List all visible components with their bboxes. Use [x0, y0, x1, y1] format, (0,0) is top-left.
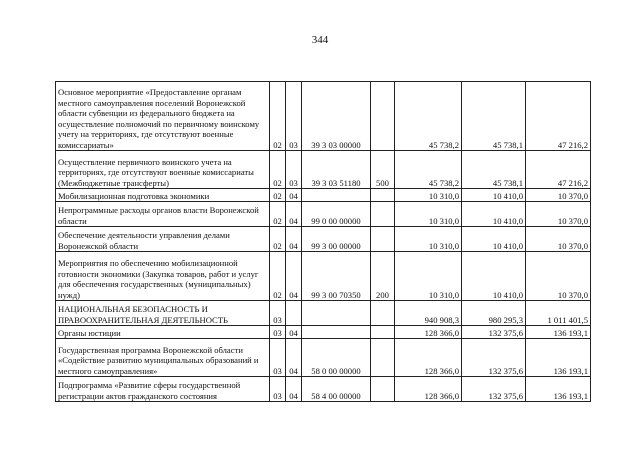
table-row — [56, 189, 591, 202]
row-target-code: 99 3 00 70350 — [302, 252, 371, 301]
table-row — [56, 202, 591, 227]
row-name: Осуществление первичного воинского учета на территориях, где отсутствуют военные комиссариаты (Межбюджетные трансферты) — [56, 151, 270, 189]
row-target-code: 99 3 00 00000 — [302, 227, 371, 252]
row-name: Обеспечение деятельности управления делами Воронежской области — [56, 227, 270, 252]
table-row — [56, 82, 591, 151]
row-subsection: 03 — [286, 151, 302, 189]
row-expense-type — [371, 377, 395, 402]
row-value-1: 10 310,0 — [395, 227, 462, 252]
row-value-2: 45 738,1 — [462, 82, 526, 151]
row-subsection: 03 — [286, 82, 302, 151]
row-value-3: 136 193,1 — [526, 339, 591, 377]
row-target-code: 39 3 03 00000 — [302, 82, 371, 151]
row-value-2: 45 738,1 — [462, 151, 526, 189]
row-subsection: 04 — [286, 227, 302, 252]
table-row — [56, 326, 591, 339]
row-value-2: 980 295,3 — [462, 301, 526, 326]
table-row — [56, 377, 591, 402]
row-subsection — [286, 301, 302, 326]
row-expense-type — [371, 202, 395, 227]
row-name: Основное мероприятие «Предоставление органам местного самоуправления поселений Воронежской области субвенции из федерального бюджета на осуществление полномочий по первичному воинскому учету на территориях, где отсутствуют военные комиссариаты» — [56, 82, 270, 151]
row-value-3: 10 370,0 — [526, 252, 591, 301]
row-value-1: 128 366,0 — [395, 377, 462, 402]
table-row — [56, 252, 591, 301]
row-expense-type — [371, 301, 395, 326]
row-subsection: 04 — [286, 339, 302, 377]
row-name: Подпрограмма «Развитие сферы государственной регистрации актов гражданского состояния — [56, 377, 270, 402]
row-target-code: 58 4 00 00000 — [302, 377, 371, 402]
row-expense-type — [371, 326, 395, 339]
row-section: 02 — [270, 252, 286, 301]
table-row — [56, 339, 591, 377]
row-subsection: 04 — [286, 252, 302, 301]
row-expense-type — [371, 227, 395, 252]
row-value-2: 132 375,6 — [462, 339, 526, 377]
row-expense-type — [371, 82, 395, 151]
row-section: 02 — [270, 227, 286, 252]
row-value-2: 10 410,0 — [462, 202, 526, 227]
row-expense-type — [371, 339, 395, 377]
row-subsection: 04 — [286, 377, 302, 402]
row-value-2: 10 410,0 — [462, 189, 526, 202]
row-section: 02 — [270, 82, 286, 151]
row-value-2: 132 375,6 — [462, 377, 526, 402]
row-section: 02 — [270, 202, 286, 227]
row-value-3: 10 370,0 — [526, 227, 591, 252]
row-section: 03 — [270, 339, 286, 377]
row-target-code — [302, 326, 371, 339]
row-subsection: 04 — [286, 202, 302, 227]
row-name: Непрограммные расходы органов власти Воронежской области — [56, 202, 270, 227]
row-value-3: 136 193,1 — [526, 326, 591, 339]
row-value-3: 10 370,0 — [526, 202, 591, 227]
row-target-code — [302, 189, 371, 202]
row-value-1: 45 738,2 — [395, 151, 462, 189]
row-subsection: 04 — [286, 189, 302, 202]
row-name: НАЦИОНАЛЬНАЯ БЕЗОПАСНОСТЬ И ПРАВООХРАНИТЕЛЬНАЯ ДЕЯТЕЛЬНОСТЬ — [56, 301, 270, 326]
table-row — [56, 227, 591, 252]
row-value-3: 47 216,2 — [526, 151, 591, 189]
row-value-3: 1 011 401,5 — [526, 301, 591, 326]
row-value-1: 128 366,0 — [395, 339, 462, 377]
row-value-2: 10 410,0 — [462, 252, 526, 301]
row-value-2: 10 410,0 — [462, 227, 526, 252]
row-name: Мобилизационная подготовка экономики — [56, 189, 270, 202]
row-expense-type: 500 — [371, 151, 395, 189]
row-name: Государственная программа Воронежской области «Содействие развитию муниципальных образований и местного самоуправления» — [56, 339, 270, 377]
row-expense-type: 200 — [371, 252, 395, 301]
row-value-1: 10 310,0 — [395, 189, 462, 202]
row-value-1: 10 310,0 — [395, 252, 462, 301]
row-target-code: 39 3 03 51180 — [302, 151, 371, 189]
row-value-1: 10 310,0 — [395, 202, 462, 227]
row-name: Органы юстиции — [56, 326, 270, 339]
row-value-1: 940 908,3 — [395, 301, 462, 326]
row-section: 03 — [270, 326, 286, 339]
row-section: 03 — [270, 377, 286, 402]
row-value-1: 128 366,0 — [395, 326, 462, 339]
row-name: Мероприятия по обеспечению мобилизационной готовности экономики (Закупка товаров, работ и услуг для обеспечения государственных (муниципальных) нужд) — [56, 252, 270, 301]
budget-table — [55, 81, 591, 402]
row-value-3: 136 193,1 — [526, 377, 591, 402]
table-row — [56, 151, 591, 189]
row-target-code: 99 0 00 00000 — [302, 202, 371, 227]
table-row — [56, 301, 591, 326]
row-value-3: 47 216,2 — [526, 82, 591, 151]
row-section: 03 — [270, 301, 286, 326]
row-target-code: 58 0 00 00000 — [302, 339, 371, 377]
row-section: 02 — [270, 151, 286, 189]
row-target-code — [302, 301, 371, 326]
row-section: 02 — [270, 189, 286, 202]
row-expense-type — [371, 189, 395, 202]
page-number: 344 — [311, 34, 329, 46]
row-subsection: 04 — [286, 326, 302, 339]
row-value-3: 10 370,0 — [526, 189, 591, 202]
row-value-1: 45 738,2 — [395, 82, 462, 151]
row-value-2: 132 375,6 — [462, 326, 526, 339]
